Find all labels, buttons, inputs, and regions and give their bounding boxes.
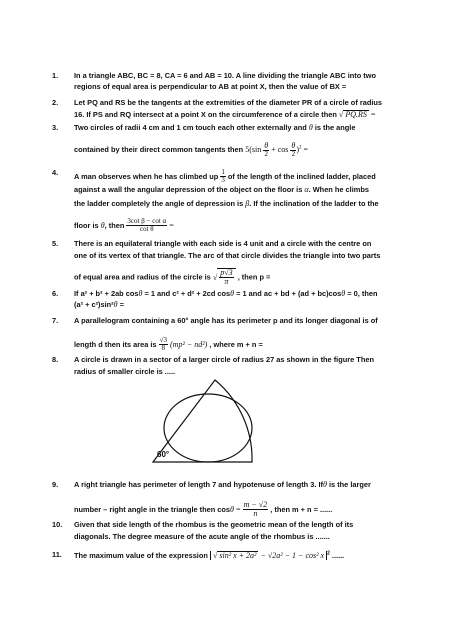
theta-symbol: θ (308, 123, 313, 132)
question-text: There is an equilateral triangle with each side is 4 unit and a circle with the centre on (74, 239, 372, 248)
question-text: diagonals. The degree measure of the acute angle of the rhombus is ....... (74, 532, 330, 541)
question-number: 4. (52, 168, 59, 177)
question-text: length d then its area is (74, 339, 157, 349)
fraction-one-third: $\frac{1}{3}$ (221, 168, 225, 185)
question-number: 1. (52, 71, 59, 80)
question-number: 2. (52, 98, 59, 107)
question-text: of the length of the inclined ladder, placed (227, 171, 376, 181)
question-number: 3. (52, 123, 59, 132)
question-text: floor is (74, 220, 99, 230)
question-text: Two circles of radii 4 cm and 1 cm touch each other externally and (74, 123, 307, 132)
question-text: , then (104, 220, 125, 230)
question-text: radius of smaller circle is ..... (74, 367, 176, 376)
question-number: 7. (52, 316, 59, 325)
radius-expression: √ $\frac{p√3}{\pi}$ (213, 273, 236, 282)
question-number: 10. (52, 520, 63, 529)
question-text: In a triangle ABC, BC = 8, CA = 6 and AB = 10. A line dividing the triangle ABC into two (74, 71, 377, 80)
max-expression: √ sin² x + 2a² − √2a² − 1 − cos² x (210, 551, 327, 560)
question-text: one of its vertex of that triangle. The arc of that circle divides the triangle into two parts (74, 251, 381, 260)
inscribed-circle (164, 394, 252, 462)
question-text: contained by their direct common tangents then (74, 145, 244, 155)
question-number: 8. (52, 355, 59, 364)
question-text: is the angle (314, 123, 356, 132)
question-text: A parallelogram containing a 60° angle has its perimeter p and its longer diagonal is of (74, 316, 378, 325)
document-page: 1. In a triangle ABC, BC = 8, CA = 6 and AB = 10. A line dividing the triangle ABC into two regions of equal area is perpendicular to AB at point X, then the value of BX = 2. Let PQ and RS be the tangents at the extremities of the diameter PR of a circle of radius 16. If PS and RQ intersect at a point X on the circumference of a circle then √ PQ.RS = 3. Two circles of radii 4 cm and 1 cm touch each other externally and θ is the angle contained by their direct common tangents then 5(sin $\frac{\theta}{2}$ + cos $\frac{\theta}{2}$ )$^2$ = 4. A man observes when he has climbed up $\frac{1}{3}$ of the length of the inclined ladder, placed against a wall the angular depression of the object on the floor is α. When he climbs the ladder completely the angle of depression is β. If the inclination of the ladder to the floor is θ, then $\frac{\text{3cot β − cot α}}{\text{cot θ}}$ = 5. There is an equilateral triangle with each side is 4 unit and a circle with the centre on one of its vertex of that triangle. The arc of that circle divides the triangle into two parts of equal area and radius of the circle is √ $\frac{p√3}{\pi}$ , then p = 6. If a² + b² + 2ab cosθ = 1 and c² + d² + 2cd cosθ = 1 and ac + bd + (ad + bc)cosθ = 0, then (a² + c²)sin²θ = 7. A parallelogram containing a 60° angle has its perimeter p and its longer diagonal is of length d then its area is $\frac{√3}{8}$ (mp² − nd²) , where m + n = 8. A circle is drawn in a sector of a larger circle of radius 27 as shown in the figure Then radius of smaller circle is ..... 60° 9. A right triangle has perimeter of length 7 and hypotenuse of length 3. Ifθ is the larger number – right angle in the triangle then cosθ = $\frac{m - √2}{n}$ , then m + n = ...... 10. Given that side length of the rhombus is the geometric mean of the length of its diagonals. The degree measure of the acute angle of the rhombus is ....... 11. The maximum value of the expression √ sin² x + 2a² − √2a² − 1 − cos² x $^2$ ...... (0, 0, 474, 632)
question-text: against a wall the angular depression of the object on the floor is (74, 185, 303, 194)
math-expression: 5(sin $\frac{\theta}{2}$ + cos $\frac{\theta}{2}$ )$^2$ = (245, 141, 309, 159)
question-text: Given that side length of the rhombus is the geometric mean of the length of its (74, 520, 354, 529)
question-text: Let PQ and RS be the tangents at the extremities of the diameter PR of a circle of radius (74, 98, 383, 107)
question-text: of equal area and radius of the circle is (74, 272, 211, 282)
question-number: 6. (52, 289, 59, 298)
question-text: , then p = (237, 272, 271, 282)
question-text: regions of equal area is perpendicular to AB at point X, then the value of BX = (74, 82, 347, 91)
math-expression: √ PQ.RS = (338, 110, 376, 119)
area-fraction: $\frac{√3}{8}$ (159, 336, 167, 353)
question-text: 16. If PS and RQ intersect at a point X on the circumference of a circle then (74, 110, 337, 119)
question-text: A circle is drawn in a sector of a larger circle of radius 27 as shown in the figure Then (74, 355, 374, 364)
question-number: 11. (52, 550, 62, 559)
question-text: . When he climbs (308, 185, 369, 194)
cot-fraction: $\frac{\text{3cot β − cot α}}{\text{cot θ}}$ (127, 217, 167, 234)
question-number: 9. (52, 480, 59, 489)
question-text: A man observes when he has climbed up (74, 171, 219, 181)
question-text: . If the inclination of the ladder to the (249, 199, 379, 208)
angle-label: 60° (157, 450, 170, 459)
question-number: 5. (52, 239, 59, 248)
cos-fraction: $\frac{m - √2}{n}$ (243, 500, 268, 519)
question-text: the ladder completely the angle of depression is (74, 199, 244, 208)
question-text: , where m + n = (209, 339, 263, 349)
sector-circle-figure (140, 378, 260, 470)
